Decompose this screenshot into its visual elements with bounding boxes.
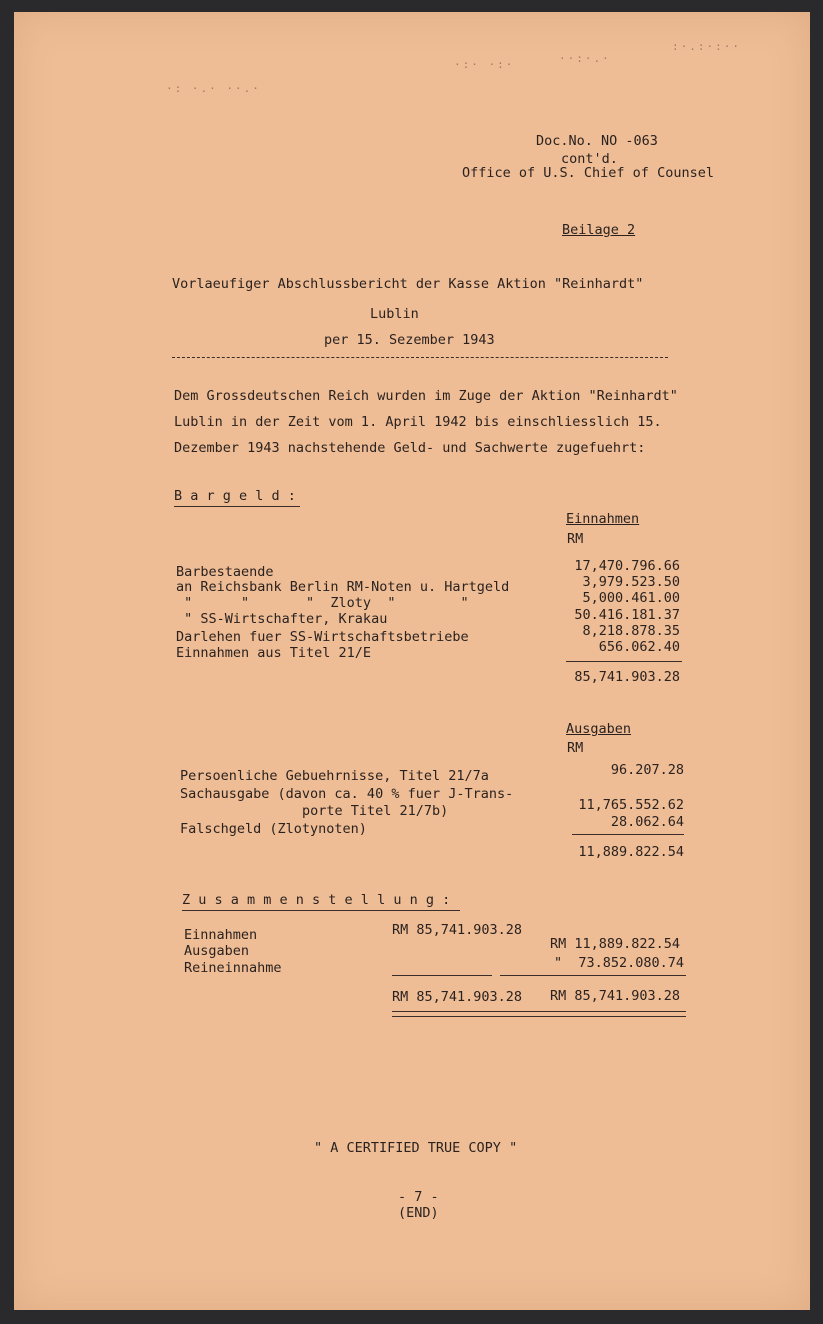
- ausgaben-unit: RM: [567, 740, 584, 756]
- bargeld-total: 85,741.903.28: [574, 669, 680, 685]
- bargeld-value-5: 8,218.878.35: [582, 623, 680, 639]
- bargeld-label-2: an Reichsbank Berlin RM-Noten u. Hartgeld: [176, 579, 510, 595]
- ink-smudge: ··:·.·: [559, 52, 611, 65]
- zusammen-rule-left: [392, 975, 492, 976]
- ausgaben-value-1: 96.207.28: [610, 762, 684, 778]
- title-line-3: per 15. Sezember 1943: [324, 332, 495, 348]
- bargeld-value-3: 5,000.461.00: [582, 590, 680, 606]
- zusammen-heading-rule: [182, 910, 460, 911]
- ausgaben-label-2a: Sachausgabe (davon ca. 40 % fuer J-Trans-: [180, 786, 514, 802]
- title-line-1: Vorlaeufiger Abschlussbericht der Kasse Aktion "Reinhardt": [172, 276, 644, 292]
- bargeld-label-3: " " " Zloty " ": [176, 595, 469, 611]
- bargeld-value-6: 656.062.40: [598, 639, 680, 655]
- ausgaben-total: 11,889.822.54: [578, 844, 684, 860]
- zusammen-sum-left: RM 85,741.903.28: [392, 989, 523, 1005]
- bargeld-label-1: Barbestaende: [176, 564, 274, 580]
- certified-copy: " A CERTIFIED TRUE COPY ": [314, 1140, 518, 1156]
- double-rule-top: [392, 1011, 686, 1012]
- bargeld-label-5: Darlehen fuer SS-Wirtschaftsbetriebe: [176, 629, 469, 645]
- doc-number: Doc.No. NO -063: [536, 133, 658, 149]
- ink-smudge: ·:· ·:·: [454, 58, 515, 71]
- office-line: Office of U.S. Chief of Counsel: [462, 165, 714, 181]
- einnahmen-unit: RM: [567, 531, 584, 547]
- ink-smudge: ·: ·.· ··.·: [166, 82, 261, 95]
- bargeld-label-4: " SS-Wirtschafter, Krakau: [176, 611, 388, 627]
- title-rule: [172, 357, 668, 358]
- bargeld-value-2: 3,979.523.50: [582, 574, 680, 590]
- document-page: [14, 12, 810, 1310]
- ausgaben-label-1: Persoenliche Gebuehrnisse, Titel 21/7a: [180, 768, 489, 784]
- zusammen-heading: Z u s a m m e n s t e l l u n g :: [182, 892, 451, 908]
- zusammen-label-ausgaben: Ausgaben: [184, 943, 250, 959]
- ausgaben-value-2: 11,765.552.62: [578, 797, 684, 813]
- zusammen-rein-value: " 73.852.080.74: [554, 955, 685, 971]
- intro-line-3: Dezember 1943 nachstehende Geld- und Sachwerte zugefuehrt:: [174, 440, 646, 456]
- zusammen-sum-right: RM 85,741.903.28: [550, 988, 681, 1004]
- zusammen-rule-right: [500, 975, 686, 976]
- intro-line-1: Dem Grossdeutschen Reich wurden im Zuge der Aktion "Reinhardt": [174, 388, 678, 404]
- bargeld-sum-rule: [566, 661, 682, 662]
- bargeld-value-4: 50.416.181.37: [574, 607, 680, 623]
- bargeld-value-1: 17,470.796.66: [574, 558, 680, 574]
- bargeld-label-6: Einnahmen aus Titel 21/E: [176, 645, 372, 661]
- zusammen-einnahmen-value: RM 85,741.903.28: [392, 922, 523, 938]
- page-number: - 7 -: [398, 1189, 439, 1205]
- double-rule-bottom: [392, 1016, 686, 1017]
- zusammen-ausgaben-value: RM 11,889.822.54: [550, 936, 681, 952]
- intro-line-2: Lublin in der Zeit vom 1. April 1942 bis einschliesslich 15.: [174, 414, 662, 430]
- title-line-2: Lublin: [370, 306, 419, 322]
- doc-contd: cont'd.: [561, 151, 618, 167]
- end-marker: (END): [398, 1205, 439, 1221]
- zusammen-label-rein: Reineinnahme: [184, 960, 282, 976]
- ausgaben-label-3: Falschgeld (Zlotynoten): [180, 821, 367, 837]
- bargeld-heading-rule: [174, 506, 300, 507]
- ausgaben-sum-rule: [572, 834, 684, 835]
- ausgaben-value-3: 28.062.64: [610, 814, 684, 830]
- bargeld-heading: B a r g e l d :: [174, 488, 296, 504]
- ink-smudge: :·.:·:··: [672, 40, 741, 53]
- zusammen-label-einnahmen: Einnahmen: [184, 927, 258, 943]
- beilage-label: Beilage 2: [562, 222, 636, 238]
- ausgaben-label-2b: porte Titel 21/7b): [302, 803, 449, 819]
- einnahmen-col-head: Einnahmen: [566, 511, 640, 527]
- ausgaben-col-head: Ausgaben: [566, 721, 632, 737]
